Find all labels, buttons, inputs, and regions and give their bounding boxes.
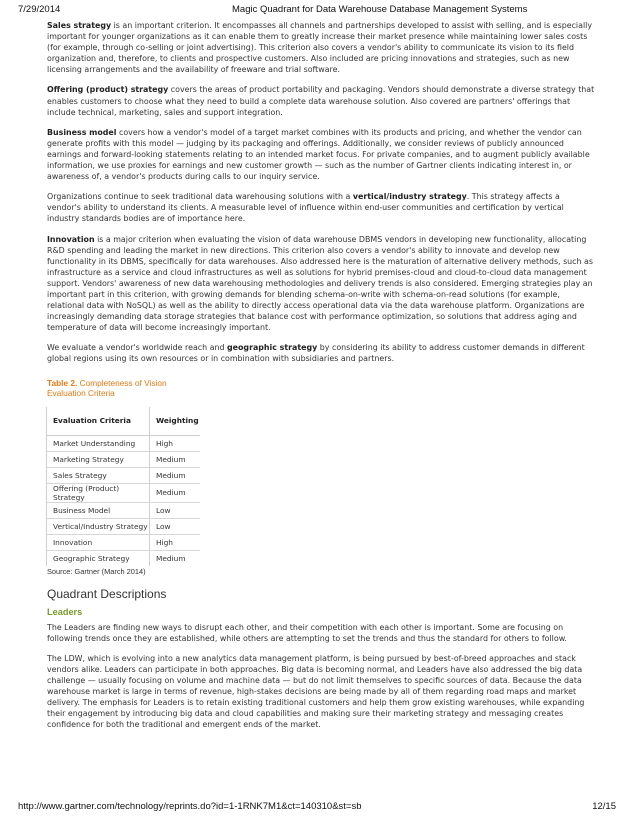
criteria-cell: Business Model xyxy=(47,502,150,518)
subsection-title-leaders: Leaders xyxy=(47,606,83,617)
table-source: Source: Gartner (March 2014) xyxy=(47,566,146,576)
column-header-weighting: Weighting xyxy=(150,407,201,436)
weighting-cell: Medium xyxy=(150,467,201,483)
page-number: 12/15 xyxy=(592,801,616,812)
document-body xyxy=(47,20,595,739)
paragraph-text-lead: Organizations continue to seek traditional data warehousing solutions with a xyxy=(47,192,353,202)
paragraph-leaders-2: The LDW, which is evolving into a new analytics data management platform, is being pursued by best-of-breed approaches and stack vendors alike. Leaders can participate in both approaches. Big data is becoming normal, and Leaders have also addressed the big data challenge — usually focusing on volume and machine data — but do not limit themselves to specific sources of data. Because the data warehouse market is large in terms of revenue, high-stakes decisions are being made by all of them regarding road maps and market delivery. The emphasis for Leaders is to retain existing traditional customers and help them grow existing warehouses, while expanding their engagement by introducing big data and cloud capabilities and making sure their marketing strategy and messaging creates confidence for both the traditional and emergent ends of the market. xyxy=(47,653,585,730)
paragraph-business-model xyxy=(47,127,595,182)
table-caption xyxy=(47,378,595,399)
term-innovation: Innovation xyxy=(47,234,95,244)
weighting-cell: High xyxy=(150,435,201,451)
table-row xyxy=(47,518,201,534)
paragraph-leaders-1: The Leaders are finding new ways to disrupt each other, and their competition with each other is important. Some are focusing on following trends once they are established, while others are attempting to set the trends and thus the standard for others to follow. xyxy=(47,622,567,643)
print-title: Magic Quadrant for Data Warehouse Database Management Systems xyxy=(232,4,528,15)
paragraph-text: covers the areas of product portability and packaging. Vendors should demonstrate a diverse strategy that enables customers to choose what they need to build a complete data warehouse solution. Also covered are partners' offerings that include technical, marketing, sales and support integration. xyxy=(47,85,595,117)
criteria-cell: Vertical/Industry Strategy xyxy=(47,518,150,534)
criteria-cell: Marketing Strategy xyxy=(47,451,150,467)
term-vertical-strategy: vertical/industry strategy xyxy=(352,192,467,202)
table-row xyxy=(47,534,201,550)
table-row xyxy=(47,435,201,451)
print-footer xyxy=(0,801,638,815)
weighting-cell: Medium xyxy=(150,483,201,502)
table-caption-line2: Evaluation Criteria xyxy=(47,388,115,399)
page-url: http://www.gartner.com/technology/reprints.do?id=1-1RNK7M1&ct=140310&st=sb xyxy=(18,801,362,812)
table-row xyxy=(47,467,201,483)
criteria-cell: Market Understanding xyxy=(47,435,150,451)
paragraph-sales-strategy xyxy=(47,20,595,75)
print-header xyxy=(0,4,638,18)
paragraph-vertical-strategy xyxy=(47,191,595,224)
table-number: Table 2. xyxy=(47,377,78,388)
paragraph-text: covers how a vendor's model of a target market combines with its products and pricing, and whether the vendor can generate profits with this model — judging by its packaging and offerings. Additionally, we consider reviews of publicly announced earnings and forward-looking statements relating to an intended market focus. For private companies, and to augment publicly available information, we use proxies for earnings and new customer growth — such as the number of Gartner clients indicating interest in, or awareness of, a vendor's products during calls to our inquiry service. xyxy=(47,127,590,182)
section-title: Quadrant Descriptions xyxy=(47,586,167,601)
weighting-cell: High xyxy=(150,534,201,550)
paragraph-text: . This strategy affects a vendor's ability to understand its clients. A measurable level of influence within end-user communities and certification by vertical industry standards bodies are of importance here. xyxy=(47,192,564,224)
table-header-row xyxy=(47,407,201,436)
term-offering-strategy: Offering (product) strategy xyxy=(47,85,169,95)
criteria-cell: Geographic Strategy xyxy=(47,550,150,566)
table-row xyxy=(47,483,201,502)
table-caption-line1: Completeness of Vision xyxy=(77,377,167,388)
print-date: 7/29/2014 xyxy=(18,4,61,15)
criteria-cell: Innovation xyxy=(47,534,150,550)
weighting-cell: Medium xyxy=(150,451,201,467)
criteria-table xyxy=(46,407,200,566)
table-row xyxy=(47,550,201,566)
paragraph-text: by considering its ability to address customer demands in different global regions using its own resources or in combination with subsidiaries and partners. xyxy=(47,343,585,364)
paragraph-text: is a major criterion when evaluating the vision of data warehouse DBMS vendors in developing new functionality, allocating R&D spending and leading the market in new directions. This criterion also covers a vendor's ability to innovate and develop new functionality in its DBMS, specifically for data warehouses. Also addressed here is the maturation of alternative delivery methods, such as infrastructure as a service and cloud infrastructures as well as solutions for hybrid premises-cloud and cloud-to-cloud data management support. Vendors' awareness of new data warehousing methodologies and delivery trends is also considered. Emerging strategies play an important part in this criterion, with growing demands for blending schema-on-write with schema-on-read solutions (for example, relational data with NoSQL) as well as the ability to directly access operational data via the data warehouse platform. Organizations are increasingly demanding data storage strategies that balance cost with performance optimization, so solutions that address aging and temperature of data will become increasingly important. xyxy=(47,234,593,333)
criteria-cell: Offering (Product) Strategy xyxy=(47,483,150,502)
paragraph-text-lead: We evaluate a vendor's worldwide reach and xyxy=(47,343,227,353)
criteria-cell: Sales Strategy xyxy=(47,467,150,483)
term-sales-strategy: Sales strategy xyxy=(47,21,112,30)
column-header-criteria: Evaluation Criteria xyxy=(47,407,150,436)
table-row xyxy=(47,502,201,518)
paragraph-offering-strategy xyxy=(47,84,595,117)
weighting-cell: Low xyxy=(150,502,201,518)
paragraph-geographic-strategy xyxy=(47,342,595,364)
paragraph-innovation xyxy=(47,234,595,334)
term-geographic-strategy: geographic strategy xyxy=(227,343,318,353)
table-row xyxy=(47,451,201,467)
weighting-cell: Low xyxy=(150,518,201,534)
weighting-cell: Medium xyxy=(156,553,186,563)
paragraph-text: is an important criterion. It encompasses all channels and partnerships developed to assist with selling, and is especially important for younger organizations as it can enable them to greatly increase their market presence while maintaining lower sales costs (for example, through co-selling or joint advertising). This criterion also covers a vendor's ability to communicate its vision to its field organization and, therefore, to clients and prospective customers. Also included are pricing innovations and strategies, such as new licensing arrangements and the availability of freeware and trial software. xyxy=(47,21,592,75)
term-business-model: Business model xyxy=(47,127,117,137)
